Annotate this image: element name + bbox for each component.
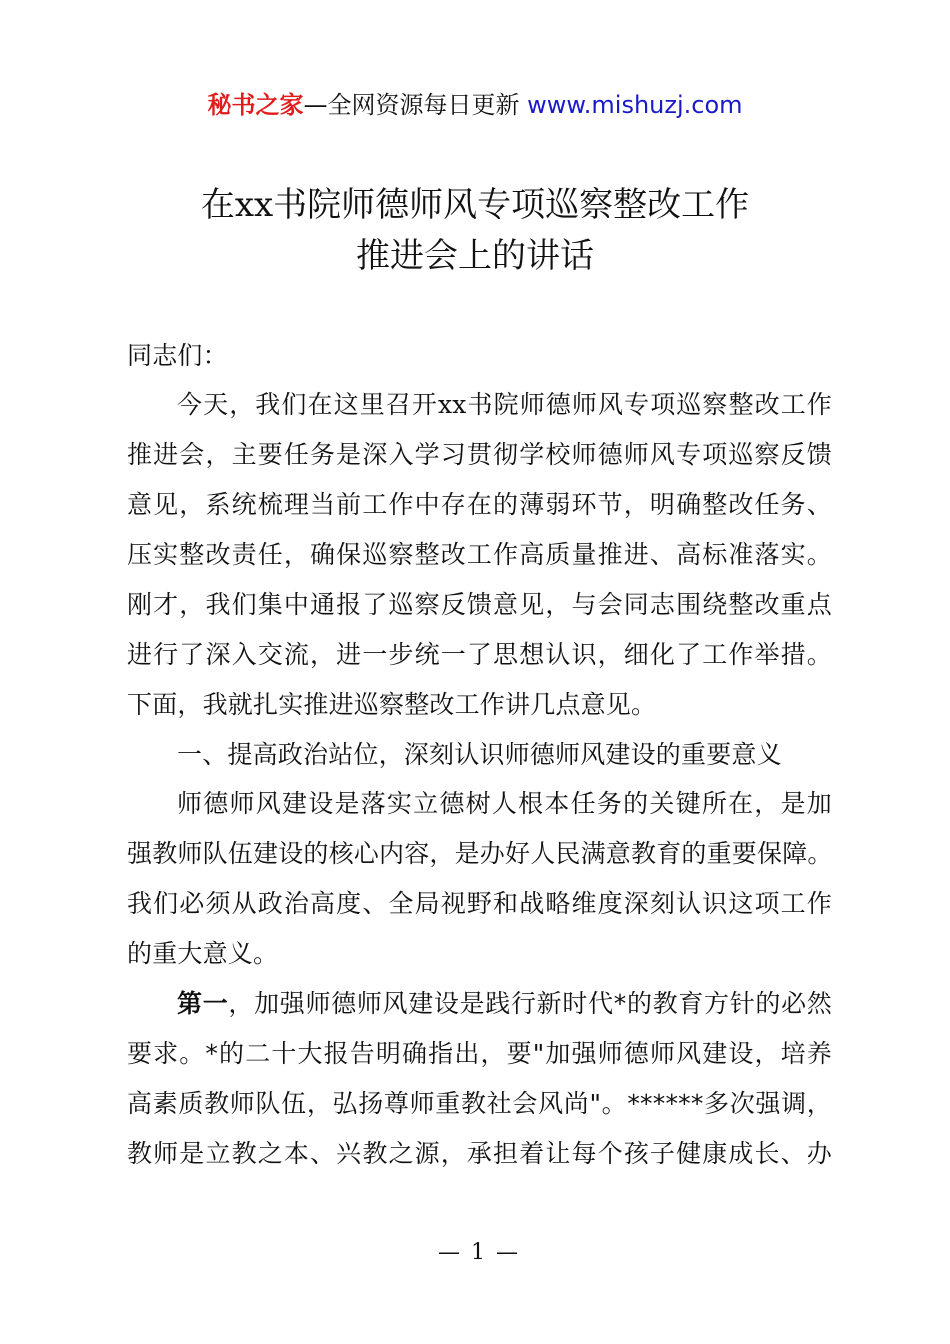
page-number: — 1 — [438,1240,520,1265]
greeting: 同志们： [127,341,228,370]
paragraph-3-line: 高素质教师队伍，弘扬尊师重教社会风尚"。******多次强调， [127,1089,832,1118]
paragraph-1-line: 刚才，我们集中通报了巡察反馈意见，与会同志围绕整改重点 [127,590,832,619]
section-1-heading: 一、提高政治站位，深刻认识师德师风建设的重要意义 [177,740,782,769]
site-tagline: —全网资源每日更新 [303,91,528,119]
document-title-line-2: 推进会上的讲话 [356,236,594,276]
paragraph-1-line: 推进会，主要任务是深入学习贯彻学校师德师风专项巡察反馈 [127,440,832,469]
paragraph-1-line: 今天，我们在这里召开xx书院师德师风专项巡察整改工作 [177,390,832,419]
paragraph-2-line: 强教师队伍建设的核心内容，是办好人民满意教育的重要保障。 [127,839,833,868]
paragraph-3-line: 教师是立教之本、兴教之源，承担着让每个孩子健康成长、办 [127,1139,832,1168]
site-url-link[interactable]: www.mishuzj.com [527,91,743,119]
paragraph-3-line: 要求。*的二十大报告明确指出，要"加强师德师风建设，培养 [127,1039,832,1068]
paragraph-1-line: 压实整改责任，确保巡察整改工作高质量推进、高标准落实。 [127,540,832,569]
paragraph-1-line: 下面，我就扎实推进巡察整改工作讲几点意见。 [127,690,657,719]
document-title-line-1: 在xx书院师德师风专项巡察整改工作 [200,185,750,225]
point-label: 第一 [177,989,229,1018]
paragraph-1-line: 进行了深入交流，进一步统一了思想认识，细化了工作举措。 [127,640,832,669]
site-brand: 秘书之家 [207,91,304,119]
paragraph-2-line: 的重大意义。 [127,939,279,968]
paragraph-2-line: 我们必须从政治高度、全局视野和战略维度深刻认识这项工作 [127,889,832,918]
site-header [0,88,950,122]
paragraph-3-line: 第一，加强师德师风建设是践行新时代*的教育方针的必然 [177,989,832,1018]
paragraph-2-line: 师德师风建设是落实立德树人根本任务的关键所在，是加 [177,789,832,818]
paragraph-1-line: 意见，系统梳理当前工作中存在的薄弱环节，明确整改任务、 [127,490,832,519]
